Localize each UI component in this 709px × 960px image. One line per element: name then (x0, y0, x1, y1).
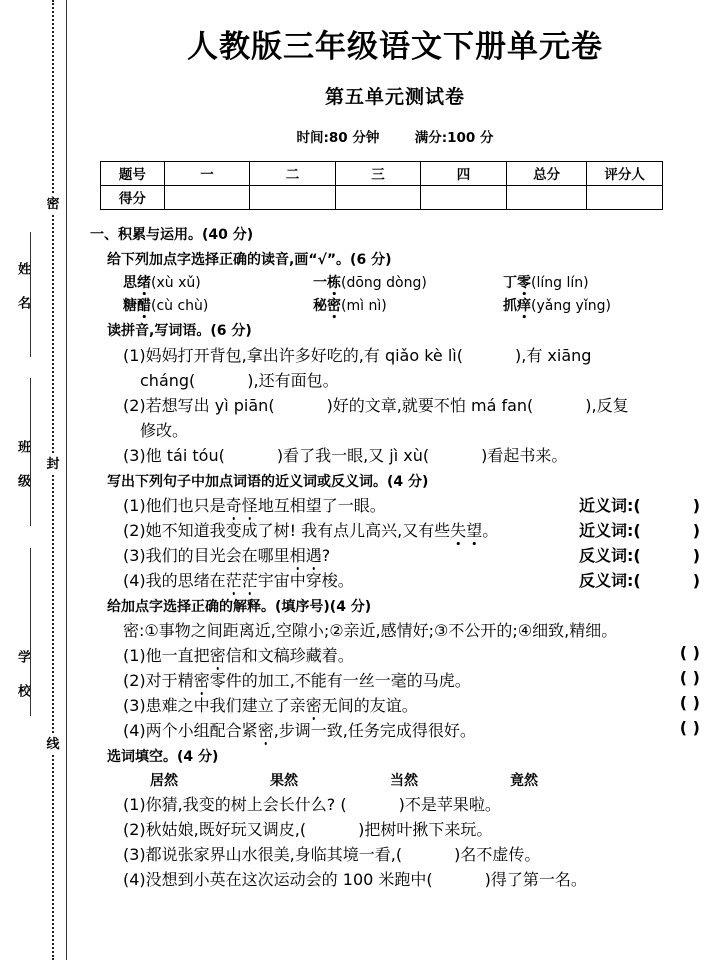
question-4-title: 给加点字选择正确的解释。(填序号)(4 分) (107, 598, 372, 615)
score-cell-3[interactable] (335, 185, 421, 209)
word-bank-item-1: 居然 (150, 772, 178, 789)
score-cell-total[interactable] (506, 185, 587, 209)
emphasis-char-mi-1: 密 (210, 643, 226, 666)
question-2-item-2: (2)若想写出 yì piān( )好的文章,就要不怕 má fan( ),反复 (123, 395, 629, 415)
emphasis-word-2: 失望 (450, 518, 482, 541)
seal-dotted-line (52, 0, 54, 960)
score-cell-1[interactable] (164, 185, 250, 209)
question-4-item-1: ( ) (1)他一直把密信和文稿珍藏着。 (123, 642, 700, 665)
score-cell-2[interactable] (250, 185, 336, 209)
score-table (100, 161, 663, 210)
q1-item-5: 秘密(mì nì) (313, 297, 387, 314)
emphasis-char-mi-4: 密 (258, 718, 274, 741)
question-2-title: 读拼音,写词语。(6 分) (107, 322, 252, 339)
exam-content (90, 0, 700, 960)
answer-blank-1[interactable]: ( ) (679, 642, 700, 662)
answer-blank-3[interactable]: ( ) (679, 692, 700, 712)
emphasis-word-4: 茫茫 (226, 568, 258, 591)
total-score-label: 满分:100 分 (414, 129, 494, 146)
q1-item-4: 糖醋(cù chù) (123, 297, 209, 314)
question-1-row-1 (123, 272, 700, 292)
field-school-line (30, 548, 31, 716)
question-5-item-3: (3)都说张家界山水很美,身临其境一看,( )名不虚传。 (123, 844, 541, 864)
question-5-item-1: (1)你猜,我变的树上会长什么? ( )不是苹果啦。 (123, 794, 501, 814)
field-name-line (30, 232, 31, 357)
score-col-3: 三 (335, 161, 421, 185)
section-heading: 一、积累与运用。(40 分) (90, 226, 254, 243)
emphasis-char-mi-2: 密 (194, 668, 210, 691)
question-1-title: 给下列加点字选择正确的读音,画“√”。(6 分) (107, 251, 392, 268)
score-col-total: 总分 (506, 161, 587, 185)
q1-item-2: 一栋(dōng dòng) (313, 274, 427, 291)
field-name: 姓 名 (15, 262, 30, 312)
question-2-item-3: (3)他 tái tóu( )看了我一眼,又 jì xù( )看起书来。 (123, 445, 568, 465)
question-5-title: 选词填空。(4 分) (107, 748, 219, 765)
word-bank-item-3: 当然 (390, 772, 418, 789)
question-4-item-4: ( ) (4)两个小组配合紧密,步调一致,任务完成得很好。 (123, 717, 700, 740)
exam-meta (90, 126, 700, 146)
emphasis-word-1: 奇怪 (226, 493, 258, 516)
margin-rule-line (66, 0, 67, 960)
score-col-4: 四 (421, 161, 507, 185)
question-1-row-2 (123, 295, 700, 315)
page-title: 人教版三年级语文下册单元卷 (187, 29, 603, 65)
score-col-grader: 评分人 (587, 161, 663, 185)
time-label: 时间:80 分钟 (296, 129, 380, 146)
word-bank-item-4: 竟然 (510, 772, 538, 789)
score-col-1: 一 (164, 161, 250, 185)
question-3-title: 写出下列句子中加点词语的近义词或反义词。(4 分) (107, 473, 429, 490)
question-5-item-2: (2)秋姑娘,既好玩又调皮,( )把树叶揪下来玩。 (123, 819, 493, 839)
score-cell-4[interactable] (421, 185, 507, 209)
question-2-item-1-cont: cháng( ),还有面包。 (140, 370, 339, 390)
question-4-gloss: 密:①事物之间距离近,空隙小;②亲近,感情好;③不公开的;④细致,精细。 (123, 620, 618, 640)
score-col-2: 二 (250, 161, 336, 185)
table-row-scores (101, 185, 663, 209)
score-row-label-0: 题号 (101, 161, 165, 185)
field-class-line (30, 378, 31, 526)
q1-item-1: 思绪(xù xǔ) (123, 274, 201, 291)
answer-blank-4[interactable]: ( ) (679, 717, 700, 737)
page-subtitle: 第五单元测试卷 (324, 85, 465, 108)
question-4-item-3: ( ) (3)患难之中我们建立了亲密无间的友谊。 (123, 692, 700, 715)
seal-char-feng: 封 (44, 455, 62, 475)
question-5-item-4: (4)没想到小英在这次运动会的 100 米跑中( )得了第一名。 (123, 869, 587, 889)
question-5-word-bank (150, 770, 700, 790)
field-school: 学 校 (15, 650, 30, 700)
seal-margin (0, 0, 90, 960)
question-3-item-2: 近义词:( ) (2)她不知道我变成了树! 我有点儿高兴,又有些失望。 (123, 518, 700, 541)
question-3-item-3: 反义词:( ) (3)我们的目光会在哪里相遇? (123, 543, 700, 566)
question-3-item-4: 反义词:( ) (4)我的思绪在茫茫宇宙中穿梭。 (123, 568, 700, 591)
emphasis-char-mi-3: 密 (306, 693, 322, 716)
question-2-item-1: (1)妈妈打开背包,拿出许多好吃的,有 qiǎo kè lì( ),有 xiāng (123, 345, 592, 365)
seal-char-mi: 密 (44, 195, 62, 215)
field-class: 班 级 (15, 440, 30, 490)
q1-item-6: 抓痒(yǎng yǐng) (503, 297, 611, 314)
word-bank-item-2: 果然 (270, 772, 298, 789)
q1-item-3: 丁零(líng lín) (503, 274, 589, 291)
question-2-item-2-cont: 修改。 (140, 420, 189, 440)
seal-char-xian: 线 (44, 735, 62, 755)
score-row-label-1: 得分 (101, 185, 165, 209)
question-3-item-1: 近义词:( ) (1)他们也只是奇怪地互相望了一眼。 (123, 493, 700, 516)
score-cell-grader[interactable] (587, 185, 663, 209)
answer-blank-2[interactable]: ( ) (679, 667, 700, 687)
emphasis-word-3: 相遇 (290, 543, 322, 566)
question-4-item-2: ( ) (2)对于精密零件的加工,不能有一丝一毫的马虎。 (123, 667, 700, 690)
table-row-question-numbers (101, 161, 663, 185)
